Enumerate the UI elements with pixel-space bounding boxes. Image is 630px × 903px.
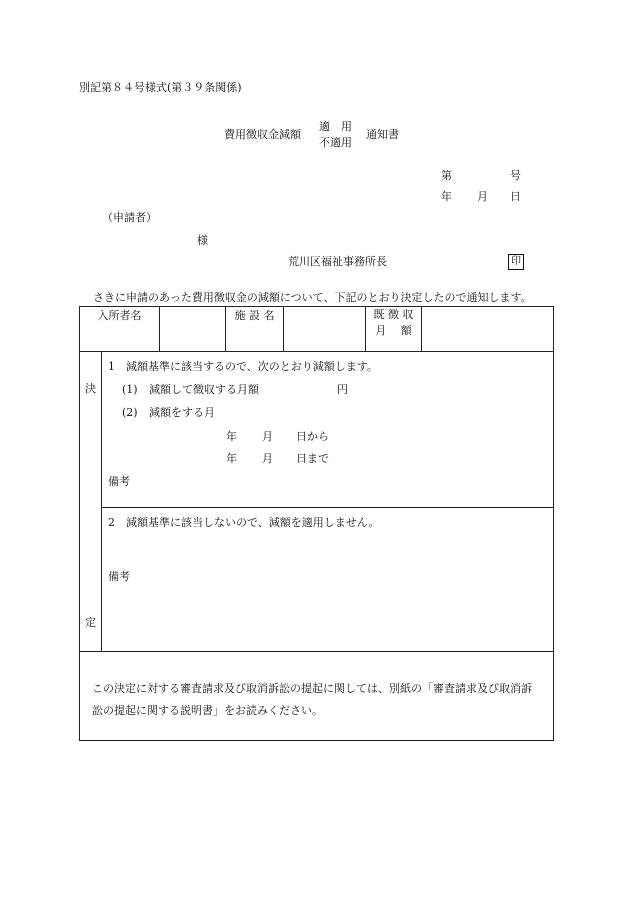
item-1-number: (1) bbox=[122, 383, 138, 396]
item-2-number: (2) bbox=[122, 406, 138, 419]
title-option-apply: 適 用 bbox=[319, 120, 352, 133]
title-suffix: 通知書 bbox=[366, 128, 399, 141]
existing-levy-label-line1: 既 徴 収 bbox=[373, 308, 414, 321]
appeal-notice-text: この決定に対する審査請求及び取消訴訟の提起に関しては、別紙の「審査請求及び取消訴訟の提起に関する説明書」をお読みください。 bbox=[92, 682, 532, 717]
date-day: 日 bbox=[510, 190, 521, 203]
resident-name-label: 入所者名 bbox=[80, 307, 160, 352]
seal-mark: 印 bbox=[508, 254, 524, 270]
item-2-text: 減額をする月 bbox=[149, 406, 215, 419]
notice-cell bbox=[80, 652, 554, 741]
date-month: 月 bbox=[477, 190, 488, 203]
decision-table bbox=[79, 306, 554, 741]
resident-name-value bbox=[160, 307, 226, 352]
from-year: 年 bbox=[226, 430, 237, 443]
header-row bbox=[80, 307, 554, 352]
from-day: 日から bbox=[296, 430, 329, 443]
notice-row bbox=[80, 652, 554, 741]
section-1-row bbox=[80, 352, 554, 508]
decision-char-2: 定 bbox=[85, 616, 96, 629]
intro-text: さきに申請のあった費用徴収金の減額について、下記のとおり決定したので通知します。 bbox=[93, 291, 532, 304]
from-month: 月 bbox=[262, 430, 273, 443]
to-day: 日まで bbox=[296, 452, 329, 465]
facility-name-label: 施 設 名 bbox=[226, 307, 284, 352]
issuer-name: 荒川区福祉事務所長 bbox=[288, 255, 387, 268]
existing-levy-value bbox=[422, 307, 554, 352]
yen-unit: 円 bbox=[337, 383, 348, 396]
section-2-cell bbox=[102, 508, 554, 652]
item-1-text: 減額して徴収する月額 bbox=[149, 383, 259, 396]
to-year: 年 bbox=[226, 452, 237, 465]
title-option-not-apply: 不適用 bbox=[319, 136, 352, 149]
facility-name-value bbox=[284, 307, 366, 352]
section-2-row bbox=[80, 508, 554, 652]
decision-char-1: 決 bbox=[85, 382, 96, 395]
decision-label-cell bbox=[80, 352, 102, 652]
doc-number-go: 号 bbox=[510, 169, 521, 182]
form-number: 別記第８４号様式(第３９条関係) bbox=[79, 81, 242, 94]
section-2-heading: 2 減額基準に該当しないので、減額を適用しません。 bbox=[108, 516, 380, 529]
date-year: 年 bbox=[441, 190, 452, 203]
applicant-label: （申請者） bbox=[102, 211, 157, 224]
doc-number-dai: 第 bbox=[441, 169, 452, 182]
existing-levy-label bbox=[366, 307, 422, 352]
section-1-cell bbox=[102, 352, 554, 508]
to-month: 月 bbox=[262, 452, 273, 465]
section-1-remarks-label: 備考 bbox=[108, 475, 130, 488]
applicant-sama: 様 bbox=[197, 234, 208, 247]
existing-levy-label-line2: 月 額 bbox=[375, 324, 412, 337]
section-1-heading: 1 減額基準に該当するので、次のとおり減額します。 bbox=[108, 360, 378, 373]
section-2-remarks-label: 備考 bbox=[108, 570, 130, 583]
title-prefix: 費用徴収金減額 bbox=[224, 128, 301, 141]
